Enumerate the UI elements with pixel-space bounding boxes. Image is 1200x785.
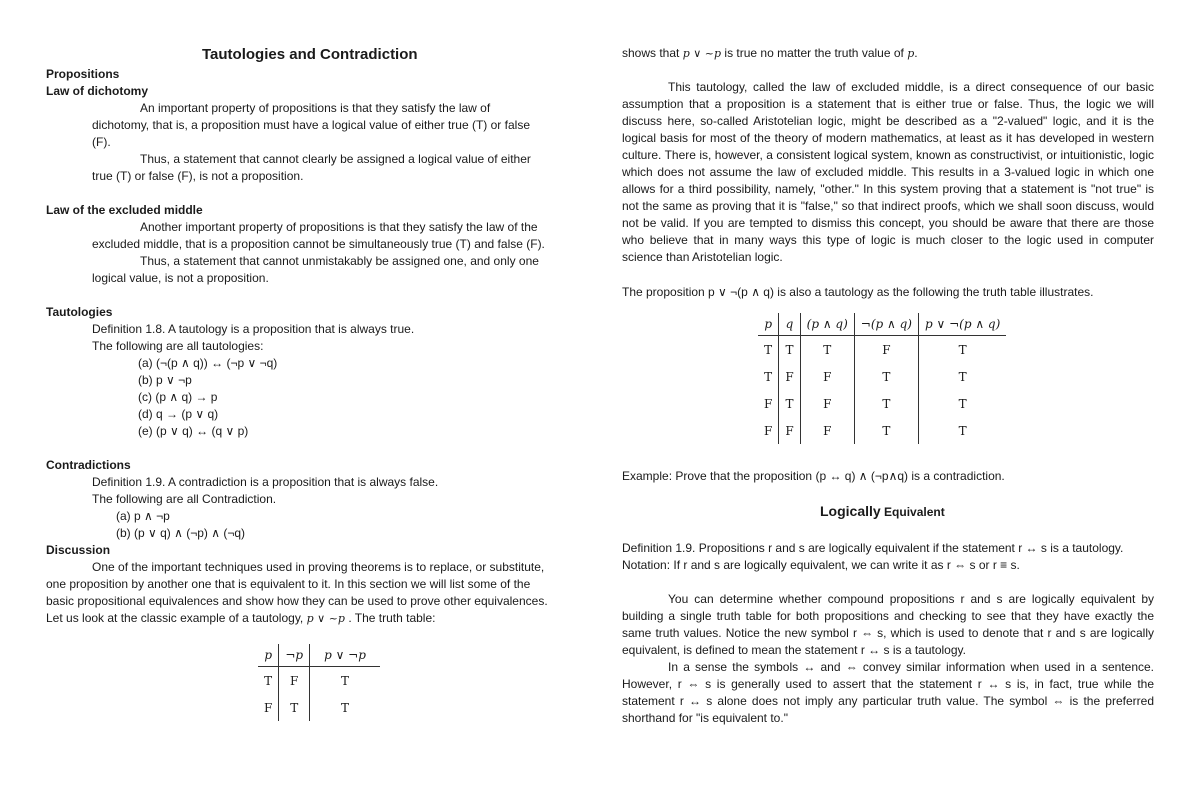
table-row [758, 336, 1006, 364]
table-row [758, 417, 1006, 444]
math-expression: p [907, 47, 915, 60]
shows-text: . [914, 46, 918, 60]
table-cell: F [764, 423, 773, 438]
tautology-item: (a) (¬(p ∧ q)) ↔ (¬p ∨ ¬q) [138, 356, 278, 370]
table-cell: F [800, 390, 854, 417]
excluded-text-line: Thus, a statement that cannot unmistakably be assigned one, and only one [140, 254, 539, 268]
determine-paragraph: You can determine whether compound propositions r and s are logically equivalent by building a single truth table for both propositions and checking to see that they have exactly the same truth values. Notice the new symbol r ⇔ s, which is used to denote that r and s are logically equivalent, is defined to mean the statement r ↔ s is a tautology. [622, 592, 1154, 657]
tautology-definition: Definition 1.8. A tautology is a proposition that is always true. [92, 322, 415, 336]
table-cell: T [854, 390, 918, 417]
truth-table-p-or-not-p [258, 644, 380, 721]
table-cell: F [800, 363, 854, 390]
table-header: q [779, 313, 800, 336]
table-cell: T [919, 417, 1007, 444]
table-cell: T [800, 336, 854, 364]
table-header: p [758, 313, 779, 336]
table-cell: F [800, 417, 854, 444]
table-cell: T [310, 694, 380, 721]
sense-paragraph: In a sense the symbols ↔ and ⇔ convey similar information when used in a sentence. However, r ⇔ s is generally used to assert that the statement r ↔ s is, in fact, true while the statement r ↔ s alone does not imply any particular truth value. The symbol ⇔ is the preferred shorthand for "is equivalent to." [622, 660, 1154, 725]
truth-table-p-or-not-p-and-q [758, 313, 1006, 444]
contradiction-definition: Definition 1.9. A contradiction is a proposition that is always false. [92, 475, 439, 489]
dichotomy-text-line: true (T) or false (F), is not a proposition. [92, 169, 304, 183]
table-cell: F [279, 667, 310, 695]
table-header: p [258, 644, 279, 667]
table-cell: T [779, 336, 800, 364]
table-cell: T [779, 390, 800, 417]
excluded-text-line: Another important property of propositions is that they satisfy the law of the [140, 220, 538, 234]
contradiction-item: (a) p ∧ ¬p [116, 509, 170, 523]
table-header: ¬(p ∧ q) [854, 313, 918, 336]
table-cell: T [279, 694, 310, 721]
table-header: p ∨ ¬p [310, 644, 380, 667]
propositions-heading: Propositions [46, 67, 120, 81]
table-cell: T [919, 336, 1007, 364]
dichotomy-text-line: (F). [92, 135, 111, 149]
dichotomy-text-line: Thus, a statement that cannot clearly be assigned a logical value of either [140, 152, 531, 166]
tautology-item: (e) (p ∨ q) ↔ (q ∨ p) [138, 424, 249, 438]
table-row [758, 363, 1006, 390]
discussion-text-line: one proposition by another one that is equivalent to it. In this section we will list some of the [46, 577, 531, 591]
excluded-text-line: logical value, is not a proposition. [92, 271, 269, 285]
tautologies-heading: Tautologies [46, 305, 113, 319]
table-cell: T [854, 363, 918, 390]
page-title: Tautologies and Contradiction [202, 46, 418, 63]
shows-text: is true no matter the truth value of [724, 46, 904, 60]
table-row [258, 667, 380, 695]
discussion-text-line: basic propositional equivalences and show how they can be used to prove other equivalences. [46, 594, 548, 608]
tautology-item: (b) p ∨ ¬p [138, 373, 192, 387]
tautology-item: (d) q → (p ∨ q) [138, 407, 219, 421]
heading-part: Equivalent [884, 505, 945, 519]
table-cell: F [779, 417, 800, 444]
shows-line [622, 45, 918, 62]
math-expression: p ∨ ~p [306, 612, 345, 625]
table-cell: T [764, 369, 773, 384]
contradiction-intro: The following are all Contradiction. [92, 492, 277, 506]
table-header: ¬p [279, 644, 310, 667]
table-header: p ∨ ¬(p ∧ q) [919, 313, 1007, 336]
excluded-middle-heading: Law of the excluded middle [46, 203, 203, 217]
table-cell: T [264, 673, 273, 688]
table-cell: F [854, 336, 918, 364]
table-cell: T [919, 363, 1007, 390]
heading-part: Logically [820, 503, 881, 519]
table-cell: F [264, 700, 273, 715]
discussion-heading: Discussion [46, 543, 111, 557]
table-cell: T [854, 417, 918, 444]
tautology-item: (c) (p ∧ q) → p [138, 390, 218, 404]
table-row [258, 694, 380, 721]
excluded-text-line: excluded middle, that is a proposition cannot be simultaneously true (T) and false (F). [92, 237, 545, 251]
proposition-line: The proposition p ∨ ¬(p ∧ q) is also a tautology as the following the truth table illustrates. [622, 285, 1094, 299]
discussion-text: Let us look at the classic example of a tautology, [46, 611, 304, 625]
dichotomy-text-line: An important property of propositions is that they satisfy the law of [140, 101, 491, 115]
discussion-text-line: One of the important techniques used in proving theorems is to replace, or substitute, [92, 560, 545, 574]
dichotomy-text-line: dichotomy, that is, a proposition must have a logical value of either true (T) or false [92, 118, 530, 132]
contradictions-heading: Contradictions [46, 458, 131, 472]
discussion-text: . The truth table: [348, 611, 436, 625]
discussion-text-line [46, 610, 435, 627]
table-row [758, 390, 1006, 417]
equivalence-notation: Notation: If r and s are logically equivalent, we can write it as r ⇔ s or r ≡ s. [622, 558, 1020, 572]
table-cell: T [919, 390, 1007, 417]
contradiction-item: (b) (p ∨ q) ∧ (¬p) ∧ (¬q) [116, 526, 246, 540]
table-cell: F [764, 396, 773, 411]
shows-text: shows that [622, 46, 680, 60]
logically-equivalent-heading [820, 503, 945, 521]
table-cell: F [779, 363, 800, 390]
table-header: (p ∧ q) [800, 313, 854, 336]
table-cell: T [764, 342, 773, 357]
tautology-intro: The following are all tautologies: [92, 339, 264, 353]
table-cell: T [310, 667, 380, 695]
example-line: Example: Prove that the proposition (p ↔ q) ∧ (¬p∧q) is a contradiction. [622, 469, 1005, 483]
excluded-middle-paragraph: This tautology, called the law of excluded middle, is a direct consequence of our basic assumption that a proposition is a statement that is either true or false. Thus, the logic we will discuss here, so-called Aristotelian logic, might be described as a "2-valued" logic, and it is the logical basis for most of the theory of modern mathematics, at least as it has developed in western culture. There is, however, a consistent logical system, known as constructivist, or intuitionistic, logic which does not assume the law of excluded middle. This results in a 3-valued logic in which one allows for a third possibility, namely, "other." In this system proving that a statement is "not true" is not the same as proving that it is "false," so that indirect proofs, which we shall soon discuss, would not be valid. If you are tempted to dismiss this concept, you should be aware that there are those who believe that in many ways this type of logic is much closer to the logic used in computer science than Aristotelian logic. [622, 80, 1154, 264]
math-expression: p ∨ ~p [682, 47, 722, 60]
dichotomy-heading: Law of dichotomy [46, 84, 148, 98]
equivalence-definition: Definition 1.9. Propositions r and s are logically equivalent if the statement r ↔ s is a tautology. [622, 541, 1124, 555]
